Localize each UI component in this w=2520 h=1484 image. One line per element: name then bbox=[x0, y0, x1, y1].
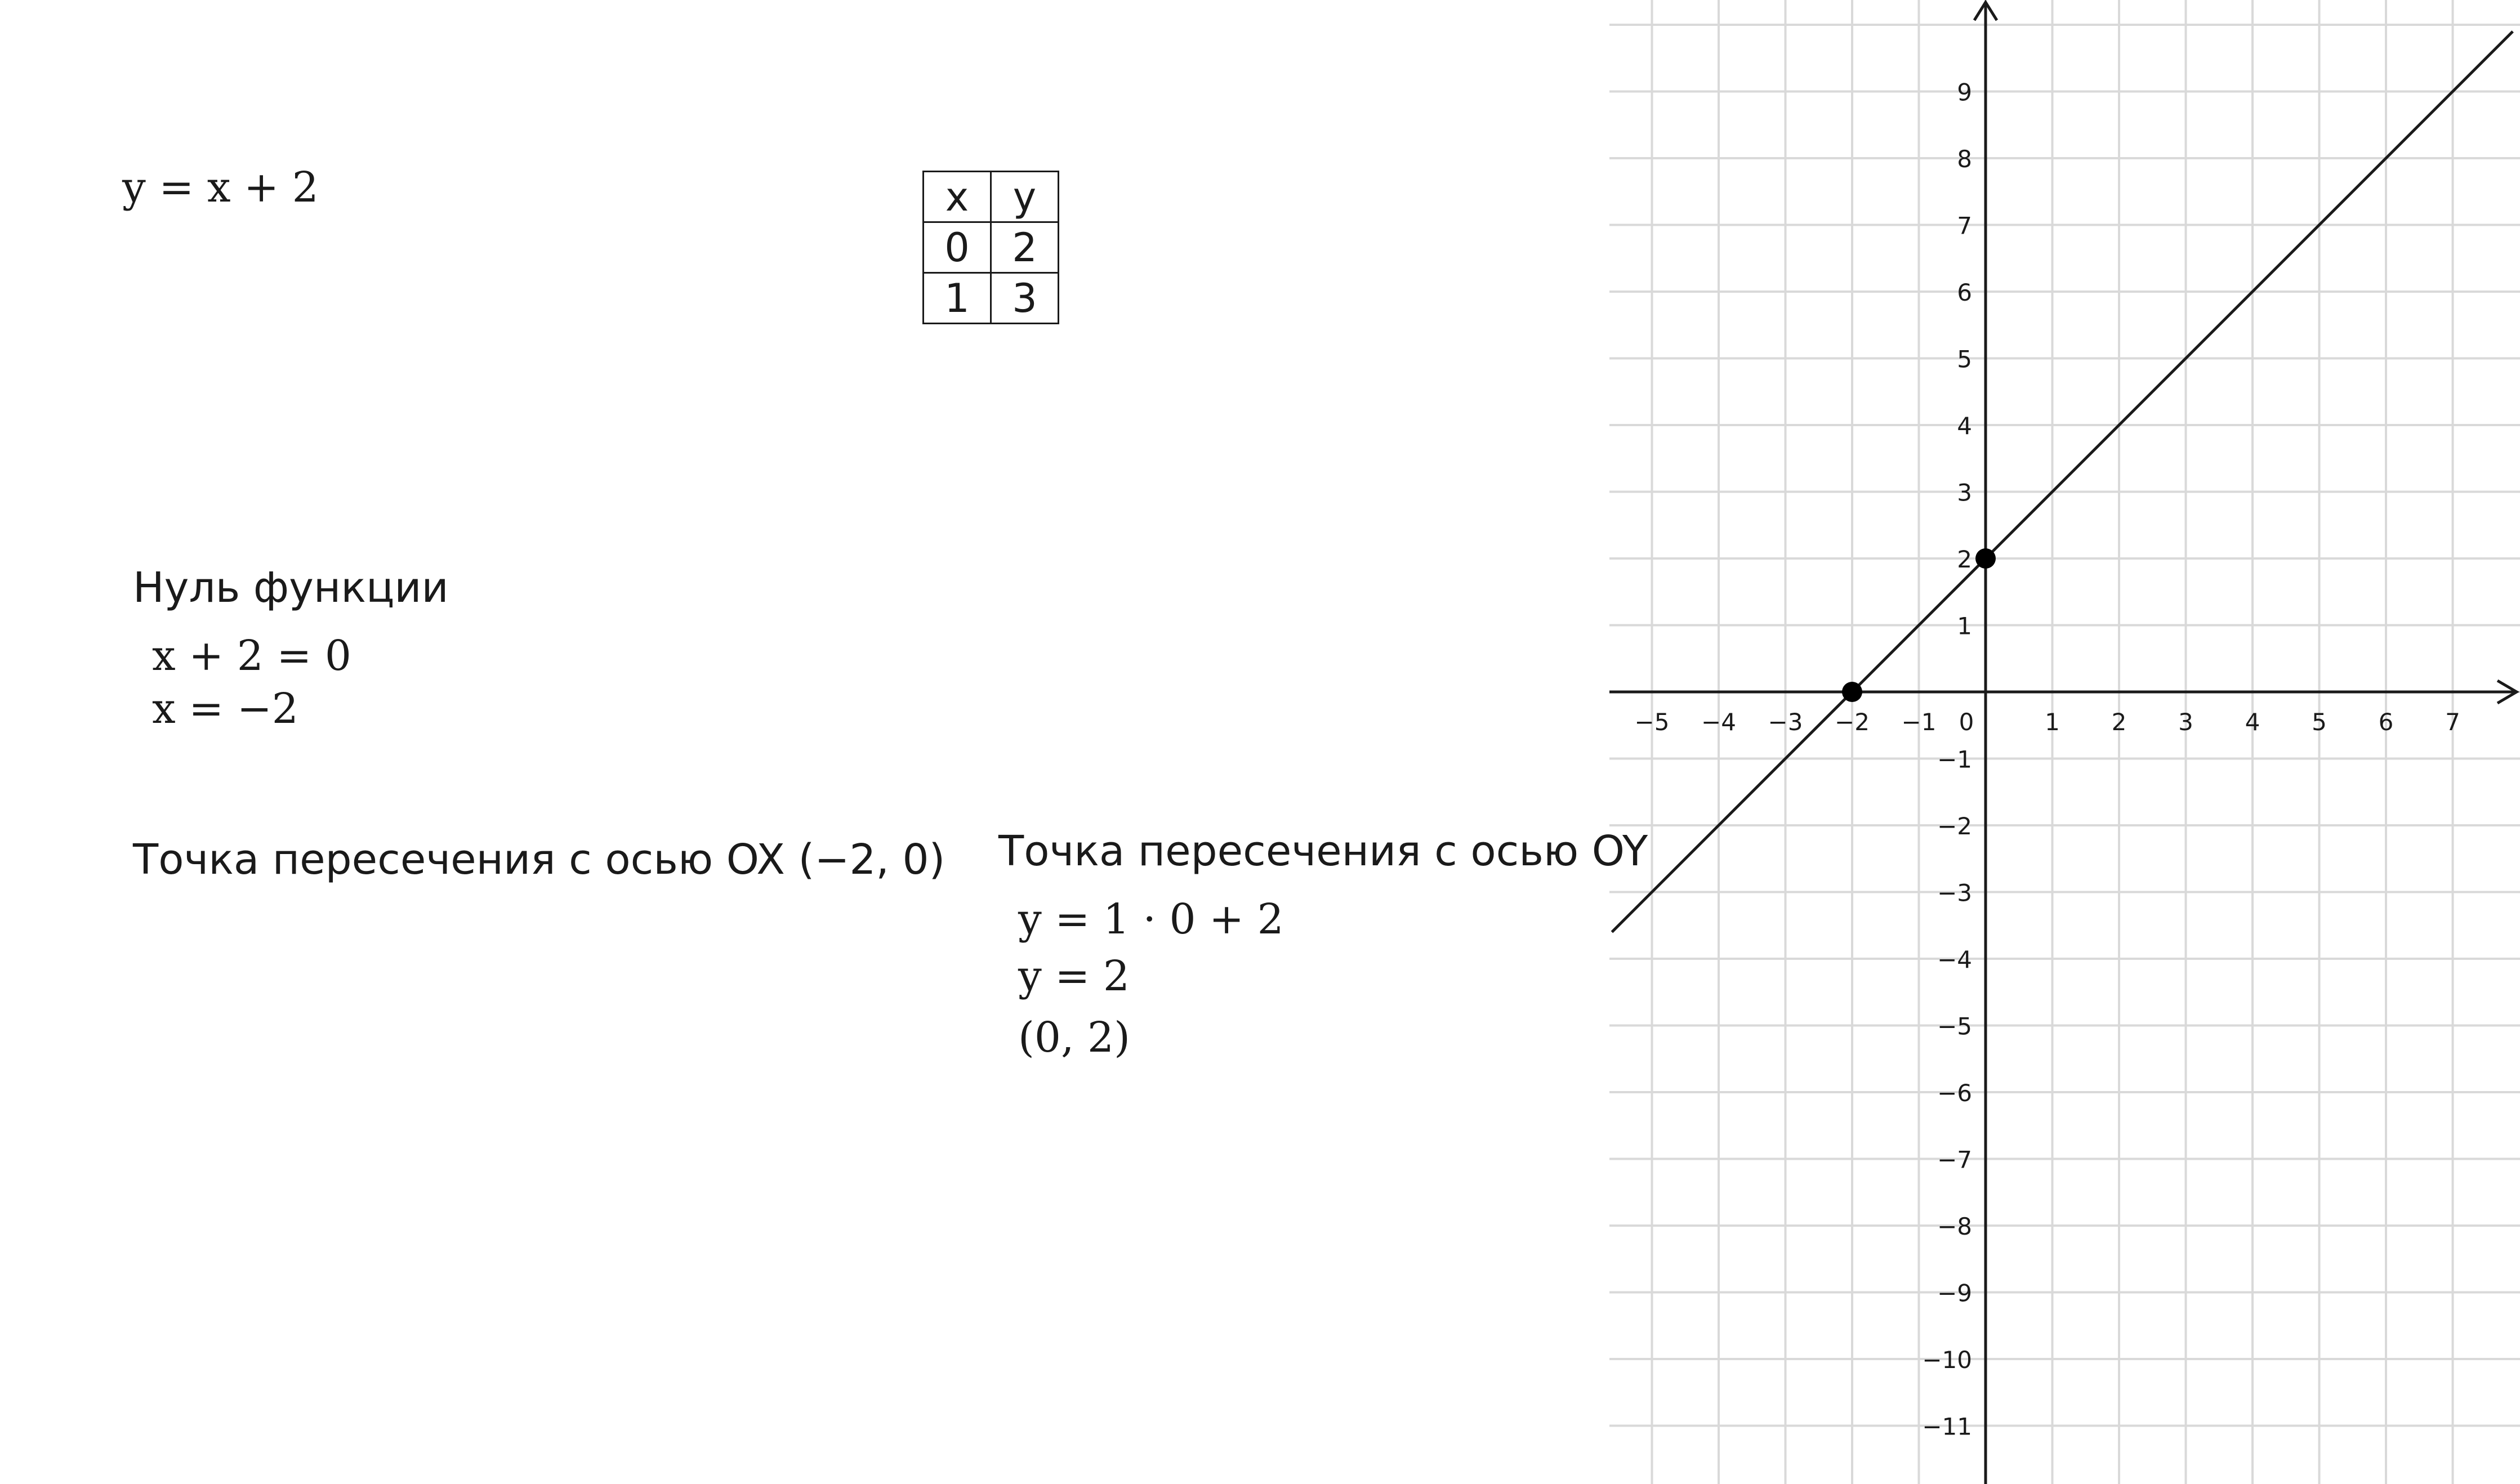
x-tick-label: 1 bbox=[2045, 708, 2060, 736]
intersection-point bbox=[1842, 682, 1862, 702]
y-tick-label: 9 bbox=[1957, 78, 1972, 106]
function-line bbox=[1612, 32, 2513, 932]
y-tick-label: −6 bbox=[1937, 1079, 1972, 1107]
y-tick-label: −11 bbox=[1922, 1413, 1972, 1441]
x-tick-label: 2 bbox=[2111, 708, 2127, 736]
y-tick-label: 3 bbox=[1957, 479, 1972, 507]
x-tick-label: −3 bbox=[1768, 708, 1803, 736]
table-cell: 2 bbox=[991, 222, 1059, 273]
table-row bbox=[924, 273, 1059, 324]
x-tick-label: 3 bbox=[2178, 708, 2193, 736]
x-tick-label: 7 bbox=[2445, 708, 2460, 736]
table-cell: 3 bbox=[991, 273, 1059, 324]
y-tick-label: −7 bbox=[1937, 1146, 1972, 1174]
y-tick-label: −3 bbox=[1937, 879, 1972, 907]
x-tick-label: −2 bbox=[1835, 708, 1870, 736]
oy-equation-line-1: y = 1 · 0 + 2 bbox=[1018, 895, 1284, 944]
oy-equation-line-2: y = 2 bbox=[1018, 952, 1130, 1000]
y-tick-label: 5 bbox=[1957, 345, 1972, 373]
oy-point: (0, 2) bbox=[1018, 1013, 1130, 1062]
value-table bbox=[922, 171, 1059, 324]
ox-intersection-text: Точка пересечения с осью OX (−2, 0) bbox=[133, 835, 945, 884]
function-equation: y = x + 2 bbox=[122, 163, 319, 212]
table-row bbox=[924, 222, 1059, 273]
x-tick-label: 5 bbox=[2312, 708, 2327, 736]
table-cell: 0 bbox=[924, 222, 991, 273]
y-tick-label: 6 bbox=[1957, 279, 1972, 306]
y-tick-label: 1 bbox=[1957, 612, 1972, 640]
y-tick-label: 2 bbox=[1957, 546, 1972, 573]
series bbox=[1612, 32, 2513, 932]
zero-equation-line-2: x = −2 bbox=[152, 685, 298, 733]
y-tick-label: 7 bbox=[1957, 212, 1972, 240]
y-tick-label: 8 bbox=[1957, 145, 1972, 173]
intersection-point bbox=[1975, 548, 1996, 569]
x-tick-label: −4 bbox=[1701, 708, 1736, 736]
oy-section-title: Точка пересечения с осью OY bbox=[998, 827, 1648, 875]
y-tick-label: −8 bbox=[1937, 1213, 1972, 1240]
table-header-y: y bbox=[991, 172, 1059, 222]
zero-section-title: Нуль функции bbox=[133, 564, 449, 612]
zero-equation-line-1: x + 2 = 0 bbox=[152, 632, 351, 680]
y-tick-label: −4 bbox=[1937, 946, 1972, 973]
y-tick-label: −2 bbox=[1937, 812, 1972, 840]
x-tick-label: −5 bbox=[1634, 708, 1670, 736]
y-tick-label: −10 bbox=[1922, 1346, 1972, 1374]
coordinate-plane bbox=[1609, 0, 2520, 1484]
y-tick-label: 4 bbox=[1957, 412, 1972, 440]
y-tick-label: −5 bbox=[1937, 1012, 1972, 1040]
table-header-x: x bbox=[924, 172, 991, 222]
x-tick-label: 6 bbox=[2378, 708, 2394, 736]
table-cell: 1 bbox=[924, 273, 991, 324]
y-tick-label: −9 bbox=[1937, 1279, 1972, 1307]
x-tick-label: −1 bbox=[1901, 708, 1937, 736]
grid bbox=[1609, 0, 2520, 1484]
x-tick-label: 4 bbox=[2245, 708, 2260, 736]
y-tick-label: −1 bbox=[1937, 745, 1972, 774]
table-header-row bbox=[924, 172, 1059, 222]
tick-label-origin: 0 bbox=[1959, 708, 1974, 736]
